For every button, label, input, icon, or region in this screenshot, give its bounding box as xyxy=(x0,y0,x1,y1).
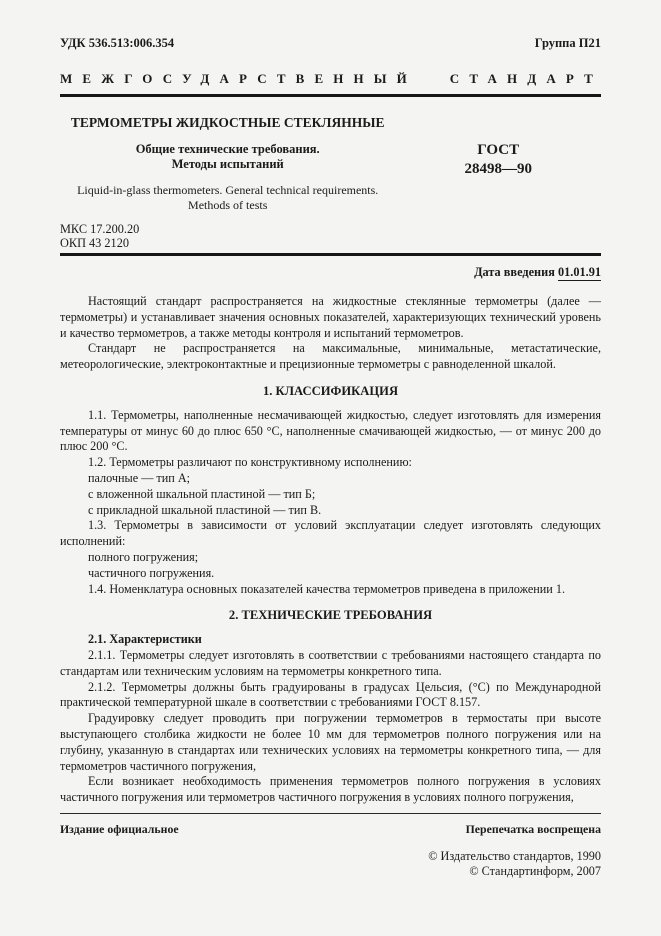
paragraph-1-1: 1.1. Термометры, наполненные несмачивающей жидкостью, следует изготовлять для измерения температуры от минус 60 до плюс 650 °С, наполненные смачивающей жидкостью, — от минус 200 до плюс 200 °С. xyxy=(60,407,601,454)
udk-code: УДК 536.513:006.354 xyxy=(60,36,175,50)
title-left-column xyxy=(60,115,395,212)
gost-label: ГОСТ xyxy=(477,142,520,158)
section2-subheading: 2.1. Характеристики xyxy=(88,632,202,647)
okp-code: ОКП 43 2120 xyxy=(60,236,130,250)
subtitle-line-2: Методы испытаний xyxy=(171,157,284,171)
title-en-line-1: Liquid-in-glass thermometers. General technical requirements. xyxy=(77,183,379,197)
document-title-ru: ТЕРМОМЕТРЫ ЖИДКОСТНЫЕ СТЕКЛЯННЫЕ xyxy=(70,115,385,130)
reprint-note: Перепечатка воспрещена xyxy=(465,821,601,836)
paragraph-graduation: Градуировку следует проводить при погружении термометров в термостаты при высоте выступающего столбика жидкости не более 10 мм для термометров полного погружения или на глубину, указанную в стандартах или технических условиях на термометры конкретного типа, — для термометров частичного погружения, xyxy=(60,711,601,773)
intro-paragraph: Настоящий стандарт распространяется на жидкостные стеклянные термометры (далее — термометры) и устанавливает значения основных показателей, характеризующих технический уровень и качество термометров, а также методы контроля и испытаний термометров. xyxy=(60,294,601,340)
paragraph-2-1-2: 2.1.2. Термометры должны быть градуированы в градусах Цельсия, (°С) по Международной практической температурной шкале в соответствии с требованиями ГОСТ 8.157. xyxy=(60,679,601,710)
paragraph-1-3: 1.3. Термометры в зависимости от условий эксплуатации следует изготовлять следующих исполнений: xyxy=(60,518,601,549)
footer-rule xyxy=(60,813,601,814)
classification-codes xyxy=(60,222,601,256)
effective-date-value: 01.01.91 xyxy=(557,265,601,279)
header-rule xyxy=(60,94,601,97)
paragraph-1-4: 1.4. Номенклатура основных показателей качества термометров приведена в приложении 1. xyxy=(88,581,566,596)
gost-designation-block xyxy=(395,115,601,212)
list-item-type-a: палочные — тип А; xyxy=(88,470,191,485)
section1-heading: 1. КЛАССИФИКАЦИЯ xyxy=(262,383,399,398)
section2-heading: 2. ТЕХНИЧЕСКИЕ ТРЕБОВАНИЯ xyxy=(228,608,433,623)
group-code: Группа П21 xyxy=(534,36,601,50)
list-item-type-b: с вложенной шкальной пластиной — тип Б; xyxy=(88,486,316,501)
title-block xyxy=(60,115,601,212)
codes-rule xyxy=(60,253,601,256)
list-item-partial-immersion: частичного погружения. xyxy=(88,565,215,580)
title-en-line-2: Methods of tests xyxy=(188,197,268,212)
top-code-row xyxy=(60,36,601,51)
paragraph-1-2: 1.2. Термометры различают по конструктивному исполнению: xyxy=(88,455,412,470)
document-subtitle-ru xyxy=(60,142,395,172)
gost-number: 28498—90 xyxy=(464,161,532,177)
document-body xyxy=(60,294,601,806)
copyright-block xyxy=(60,849,601,880)
list-item-type-v: с прикладной шкальной пластиной — тип В. xyxy=(88,502,322,517)
list-item-full-immersion: полного погружения; xyxy=(88,549,199,564)
paragraph-immersion-conditions: Если возникает необходимость применения термометров полного погружения в условиях частичного погружения или термометров частичного погружения в условиях полного погружения, xyxy=(60,774,601,805)
effective-date-label: Дата введения xyxy=(474,265,555,279)
copyright-line: © Издательство стандартов, 1990 xyxy=(428,848,601,863)
document-title-en xyxy=(60,183,395,212)
intro-paragraph: Стандарт не распространяется на максимальные, минимальные, метастатические, метеорологические, электроконтактные и прецизионные термометры с равноделенной шкалой. xyxy=(60,341,601,372)
effective-date-row xyxy=(60,265,601,280)
standard-kind-heading: МЕЖГОСУДАРСТВЕННЫЙ СТАНДАРТ xyxy=(60,71,603,86)
mks-code: МКС 17.200.20 xyxy=(60,222,140,236)
subtitle-line-1: Общие технические требования. xyxy=(135,142,320,156)
footer-row xyxy=(60,822,601,837)
copyright-line: © Стандартинформ, 2007 xyxy=(469,864,601,879)
paragraph-2-1-1: 2.1.1. Термометры следует изготовлять в соответствии с требованиями настоящего стандарта по стандартам или техническим условиям на термометры конкретного типа. xyxy=(60,647,601,678)
edition-note: Издание официальное xyxy=(60,821,179,836)
